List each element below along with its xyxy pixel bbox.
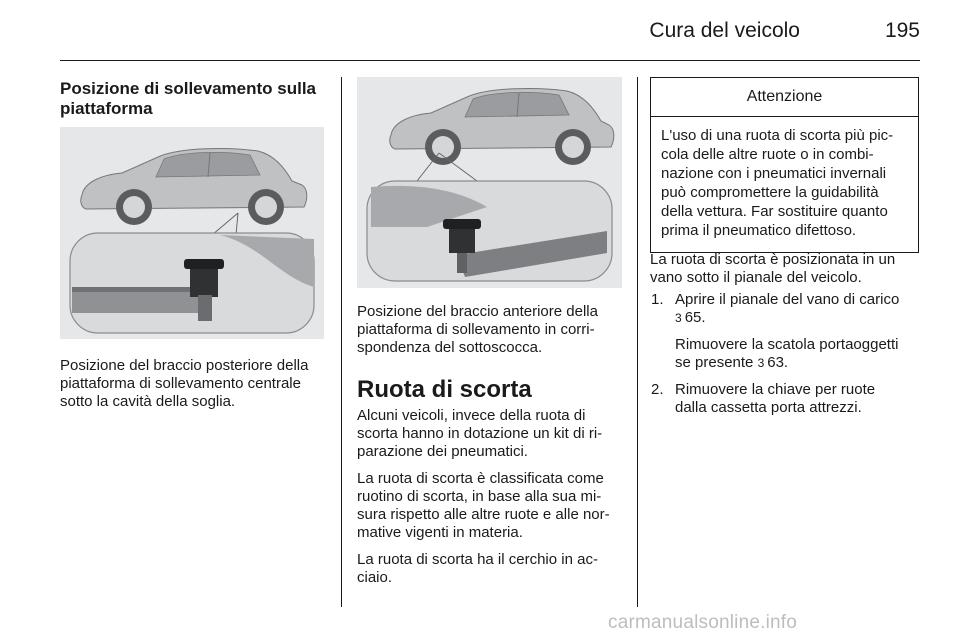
- warning-line: prima il pneumatico difettoso.: [661, 222, 857, 239]
- paragraph-line: sura rispetto alle altre ruote e alle nor-: [357, 506, 610, 523]
- list-item: [650, 381, 922, 417]
- rear-arm-caption: [60, 357, 330, 411]
- paragraph-line: ciaio.: [357, 569, 393, 586]
- paragraph-line: scorta hanno in dotazione un kit di ri-: [357, 425, 603, 442]
- spare-location-intro: [650, 251, 922, 287]
- column-divider-right: [637, 77, 638, 607]
- cross-reference-link[interactable]: [675, 354, 922, 372]
- caption-line: piattaforma di sollevamento centrale: [60, 375, 301, 392]
- warning-line: della vettura. Far sostituire quanto: [661, 203, 888, 220]
- warning-line: cola delle altre ruote o in combi-: [661, 146, 874, 163]
- warning-title: Attenzione: [651, 78, 918, 117]
- intro-line: vano sotto il pianale del veicolo.: [650, 269, 862, 286]
- paragraph-temporary-spare: [357, 470, 622, 542]
- cross-reference-link[interactable]: [675, 309, 922, 327]
- paragraph-line: Alcuni veicoli, invece della ruota di: [357, 407, 586, 424]
- paragraph-line: La ruota di scorta ha il cerchio in ac-: [357, 551, 598, 568]
- paragraph-line: parazione dei pneumatici.: [357, 443, 528, 460]
- warning-line: può compromettere la guidabilità: [661, 184, 879, 201]
- column-divider-left: [341, 77, 342, 607]
- rear-lift-arm-illustration: [60, 127, 324, 339]
- step-line: Rimuovere la chiave per ruote: [675, 381, 876, 398]
- section-heading-spare-wheel: Ruota di scorta: [357, 376, 532, 403]
- step-number: 2.: [651, 381, 664, 398]
- warning-text: [651, 117, 918, 240]
- step-line: Aprire il pianale del vano di carico: [675, 291, 900, 308]
- paragraph-line: La ruota di scorta è classificata come: [357, 470, 604, 487]
- list-item: [650, 336, 922, 372]
- paragraph-line: ruotino di scorta, in base alla sua mi-: [357, 488, 602, 505]
- paragraph-repair-kit: [357, 407, 622, 461]
- reference-page: 63.: [767, 354, 789, 371]
- heading-line: piattaforma: [60, 99, 153, 118]
- heading-line: Posizione di sollevamento sulla: [60, 79, 317, 98]
- step-line: Rimuovere la scatola portaoggetti: [675, 336, 899, 353]
- paragraph-steel-rim: [357, 551, 622, 587]
- caption-line: piattaforma di sollevamento in corri-: [357, 321, 595, 338]
- caption-line: Posizione del braccio posteriore della: [60, 357, 309, 374]
- caption-line: spondenza del sottoscocca.: [357, 339, 543, 356]
- warning-line: L'uso di una ruota di scorta più pic-: [661, 127, 894, 144]
- page-reference-icon: 3: [757, 356, 765, 370]
- step-number: 1.: [651, 291, 664, 308]
- step-line: se presente: [675, 354, 754, 371]
- front-arm-caption: [357, 303, 627, 357]
- list-item: [650, 291, 922, 327]
- page-number: 195: [884, 19, 920, 42]
- caption-line: sotto la cavità della soglia.: [60, 393, 236, 410]
- page-reference-icon: 3: [675, 311, 682, 325]
- warning-box: [650, 77, 919, 253]
- reference-page: 65.: [684, 309, 706, 326]
- front-lift-arm-illustration: [357, 77, 622, 288]
- running-header-title: Cura del veicolo: [649, 19, 800, 42]
- header-rule: [60, 60, 920, 61]
- watermark: carmanualsonline.info: [608, 612, 798, 633]
- caption-line: Posizione del braccio anteriore della: [357, 303, 598, 320]
- procedure-list: [650, 291, 922, 417]
- step-line: dalla cassetta porta attrezzi.: [675, 399, 862, 416]
- paragraph-line: mative vigenti in materia.: [357, 524, 523, 541]
- warning-line: nazione con i pneumatici invernali: [661, 165, 887, 182]
- section-heading-lift-position: [60, 79, 328, 119]
- intro-line: La ruota di scorta è posizionata in un: [650, 251, 896, 268]
